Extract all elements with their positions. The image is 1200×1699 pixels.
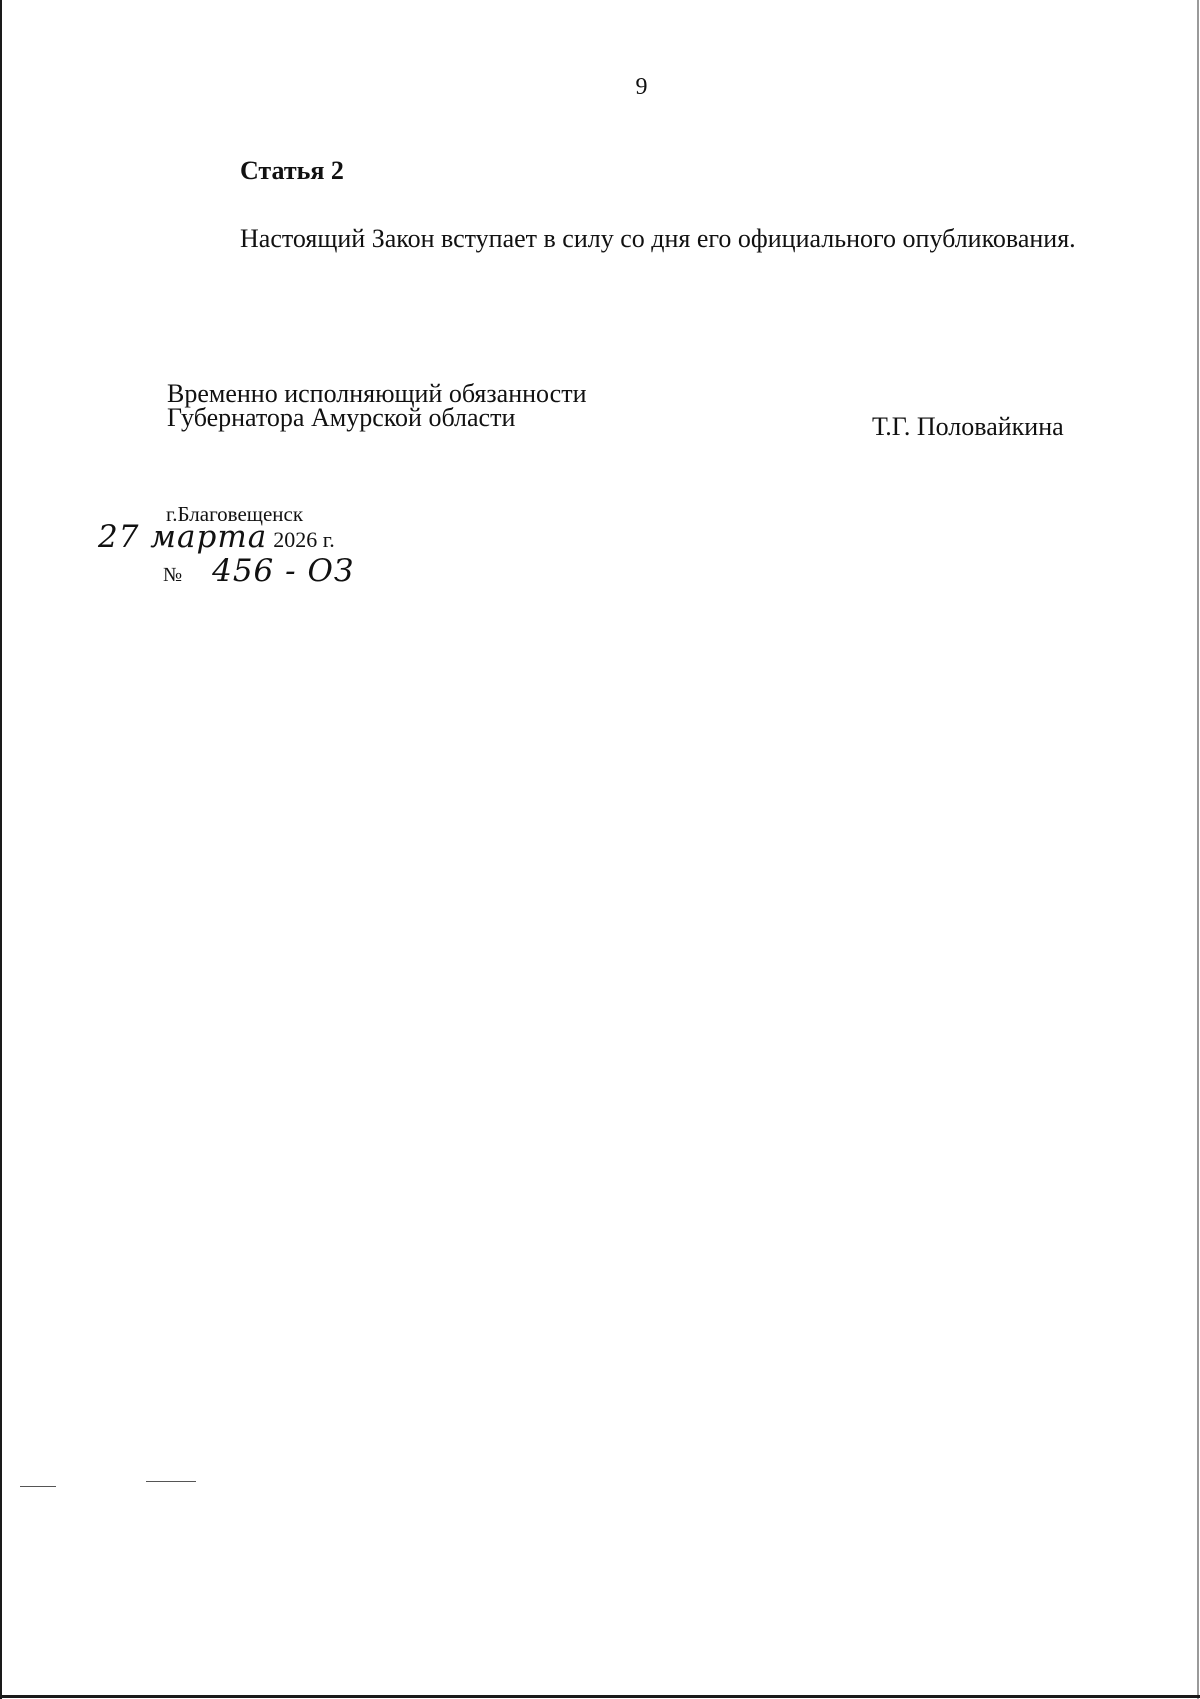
- year-text: 2026 г.: [273, 527, 335, 552]
- scan-mark: [146, 1481, 196, 1482]
- signer-title-line-1: Временно исполняющий обязанности: [167, 379, 587, 408]
- page-number: 9: [635, 74, 648, 100]
- scan-edge-bottom: [0, 1695, 1200, 1698]
- signer-name: Т.Г. Половайкина: [872, 412, 1064, 441]
- article-paragraph: Настоящий Закон вступает в силу со дня его официального опубликования.: [240, 224, 1076, 253]
- number-sign: №: [163, 564, 183, 586]
- signer-title-line-2: Губернатора Амурской области: [167, 403, 516, 432]
- handwritten-law-number: 456 - ОЗ: [212, 553, 355, 589]
- place-of-signing: г.Благовещенск: [166, 502, 304, 526]
- article-heading: Статья 2: [240, 156, 344, 185]
- law-number-line: [163, 553, 354, 589]
- scan-edge-right: [1197, 0, 1199, 1699]
- scan-mark: [20, 1486, 56, 1487]
- signer-title: [167, 379, 587, 432]
- date-line: [98, 519, 335, 555]
- handwritten-date: 27 марта: [98, 519, 268, 555]
- scan-edge-left: [0, 0, 2, 1699]
